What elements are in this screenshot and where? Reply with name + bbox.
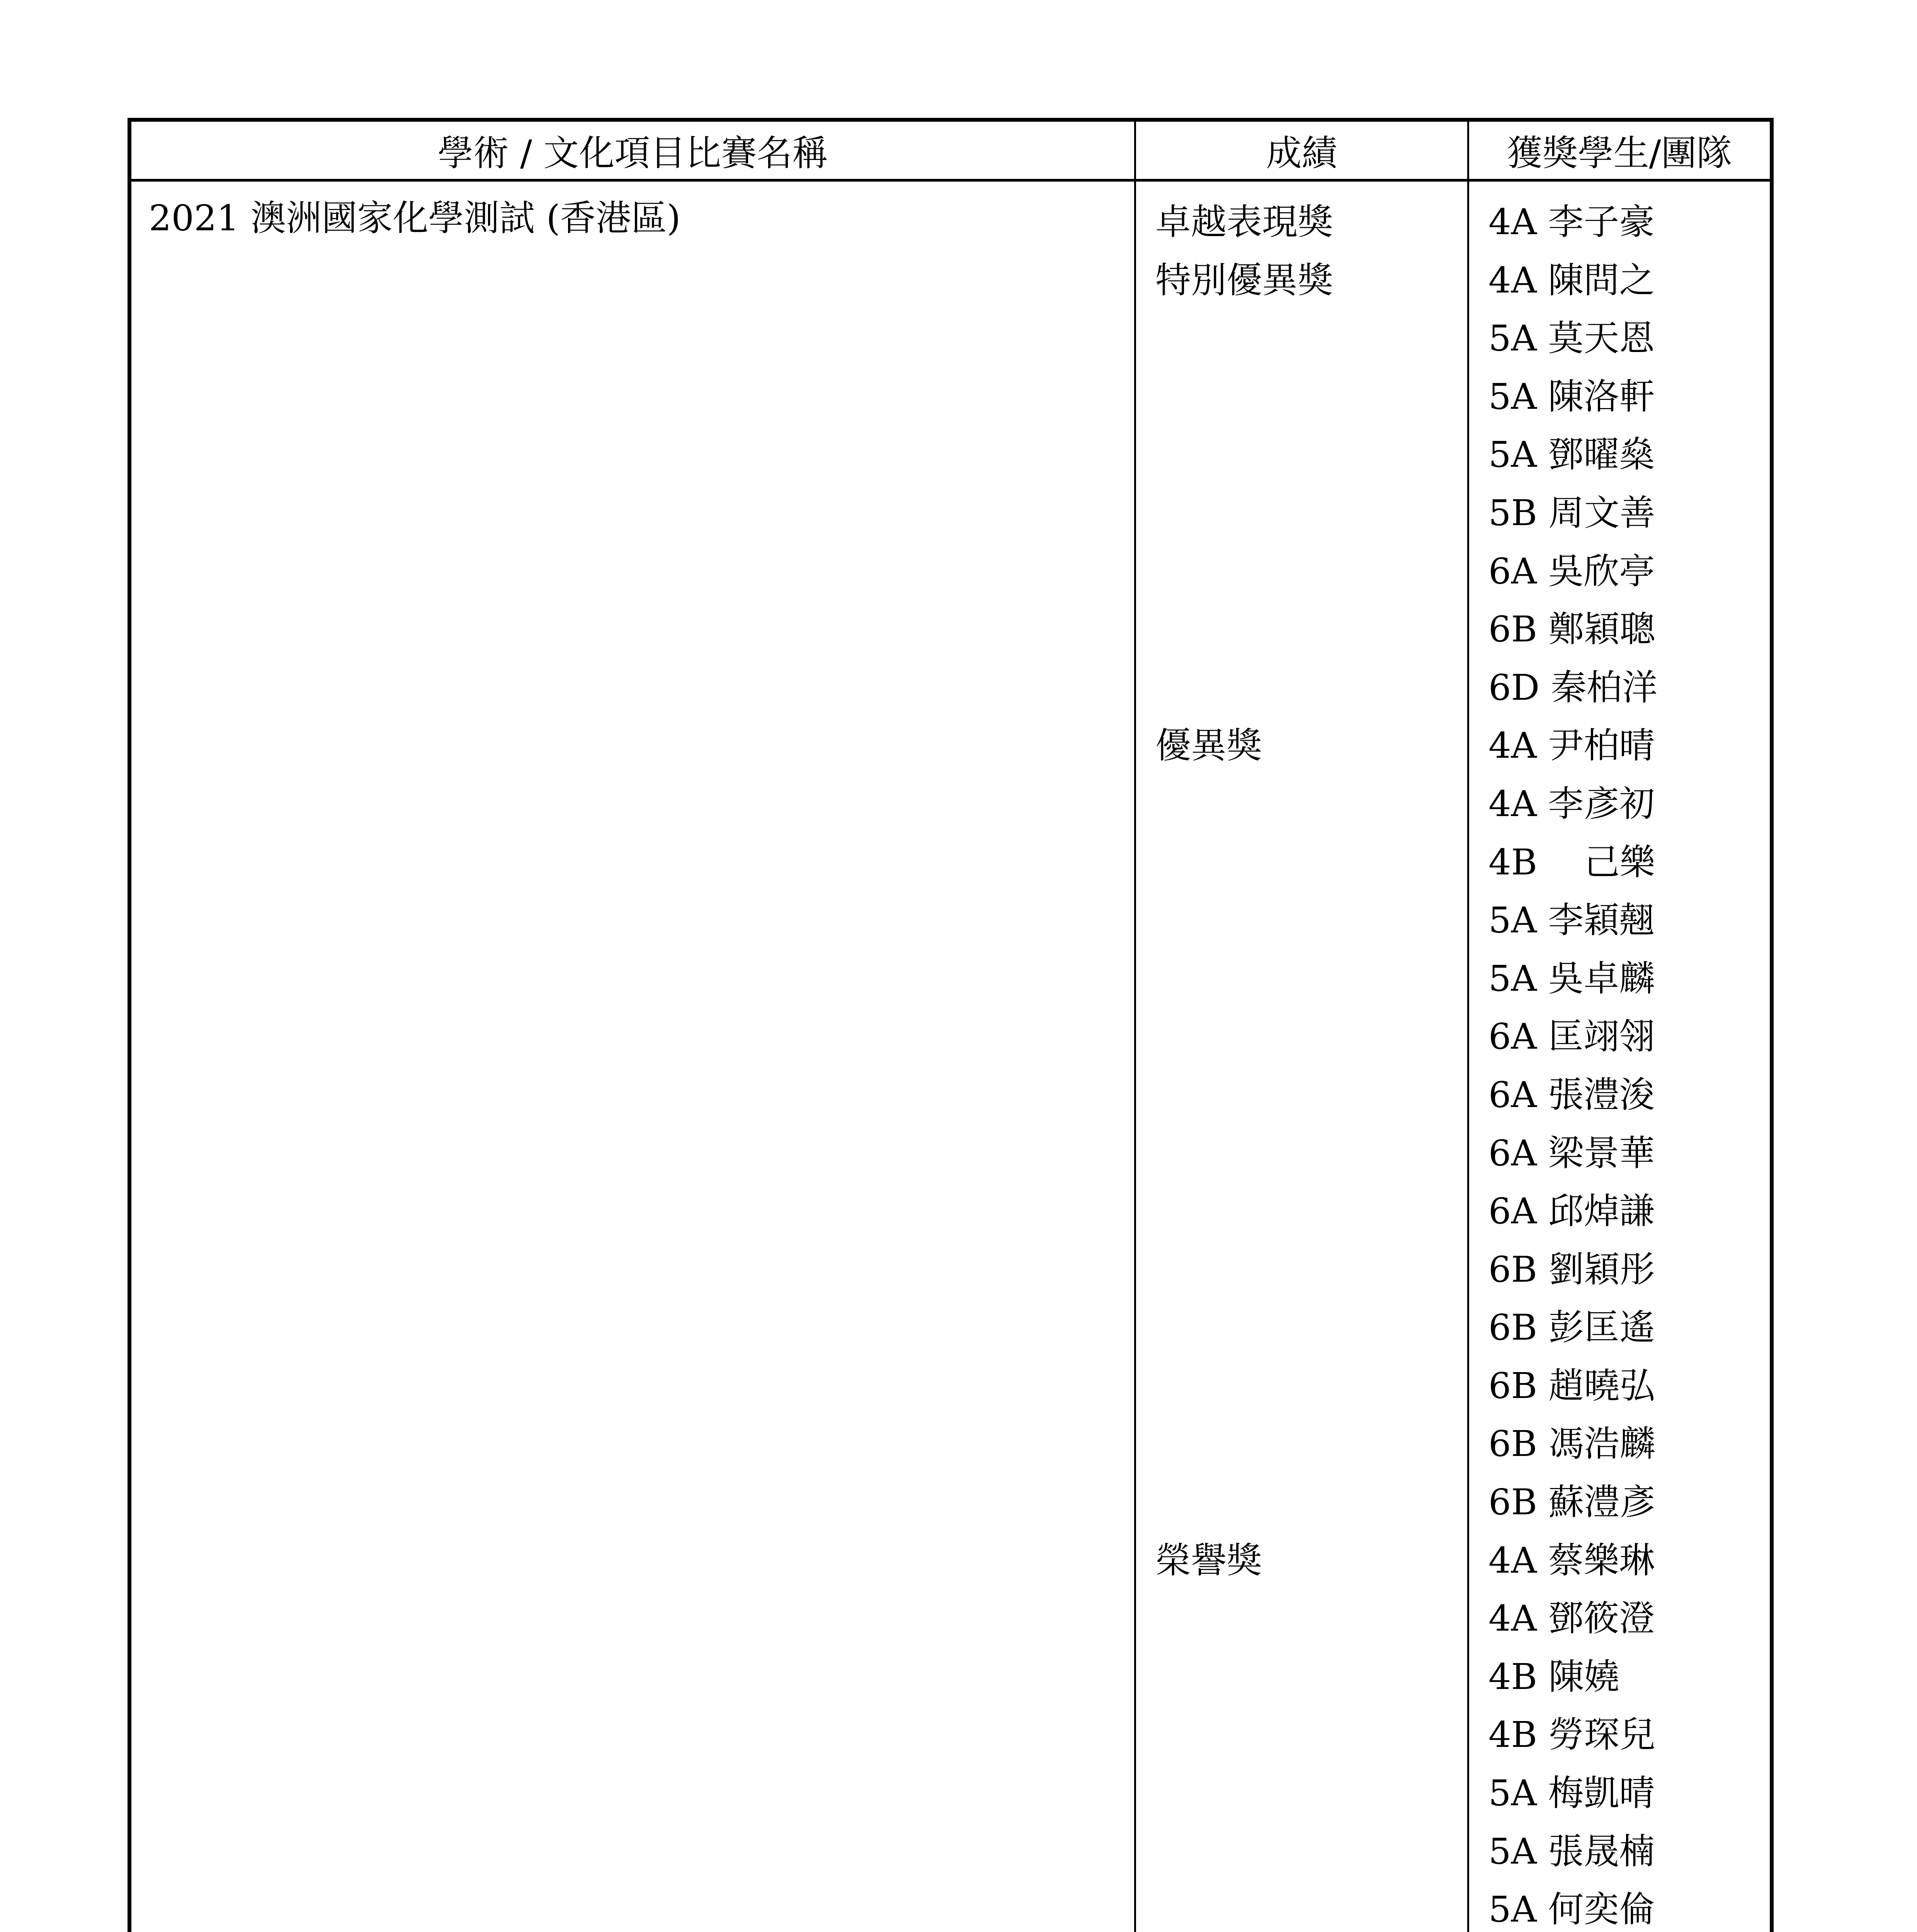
student-entry: 6A 張澧浚 (1488, 1074, 1655, 1116)
student-entry: 4B 陳嬈 (1488, 1656, 1620, 1697)
student-entry: 6B 馮浩麟 (1488, 1423, 1655, 1465)
student-entry: 4B 己樂 (1488, 841, 1655, 883)
header-competition: 學術 / 文化項目比賽名稱 (131, 122, 1136, 182)
award-grade: 卓越表現獎 (1155, 201, 1334, 243)
student-entry: 6B 趙曉弘 (1488, 1365, 1655, 1406)
student-entry: 5A 梅凱晴 (1488, 1772, 1655, 1814)
student-entry: 5B 周文善 (1488, 492, 1655, 534)
student-entry: 5A 陳洛軒 (1488, 376, 1655, 417)
award-grade: 特別優異獎 (1155, 259, 1334, 301)
student-entry: 6B 鄭穎聰 (1488, 609, 1655, 650)
student-entry: 6B 劉穎彤 (1488, 1248, 1655, 1290)
header-winners: 獲獎學生/團隊 (1469, 122, 1770, 182)
student-entry: 6D 秦柏洋 (1488, 667, 1658, 708)
student-entry: 6A 匡翊翎 (1488, 1016, 1655, 1058)
student-entry: 5A 吳卓麟 (1488, 957, 1655, 999)
student-entry: 5A 何奕倫 (1488, 1889, 1655, 1930)
competition-name: 2021 澳洲國家化學測試 (香港區) (149, 197, 681, 239)
student-entry: 5A 莫天恩 (1488, 318, 1655, 359)
award-grade: 優異獎 (1155, 725, 1262, 767)
competition-cell (131, 182, 1136, 1932)
award-table (128, 118, 1774, 1932)
result-column (1136, 182, 1469, 1932)
winners-column (1469, 182, 1770, 1932)
student-entry: 4A 李子豪 (1488, 201, 1655, 243)
student-entry: 4B 勞琛兒 (1488, 1714, 1655, 1756)
award-grade: 榮譽獎 (1155, 1539, 1262, 1581)
student-entry: 5A 李穎翹 (1488, 900, 1655, 941)
student-entry: 4A 陳問之 (1488, 259, 1655, 301)
student-entry: 4A 尹柏晴 (1488, 725, 1655, 767)
student-entry: 4A 李彥初 (1488, 783, 1655, 825)
header-result: 成績 (1136, 122, 1469, 182)
student-entry: 6B 彭匡遙 (1488, 1307, 1655, 1349)
student-entry: 6A 吳欣亭 (1488, 550, 1655, 592)
student-entry: 4A 鄧筱澄 (1488, 1598, 1655, 1639)
student-entry: 6A 梁景華 (1488, 1132, 1655, 1174)
student-entry: 5A 張晟楠 (1488, 1830, 1655, 1872)
student-entry: 6B 蘇澧彥 (1488, 1481, 1655, 1523)
student-entry: 5A 鄧曜燊 (1488, 434, 1655, 476)
student-list (1488, 193, 1658, 1932)
student-entry: 4A 蔡樂琳 (1488, 1539, 1655, 1581)
student-entry: 6A 邱焯謙 (1488, 1190, 1655, 1232)
